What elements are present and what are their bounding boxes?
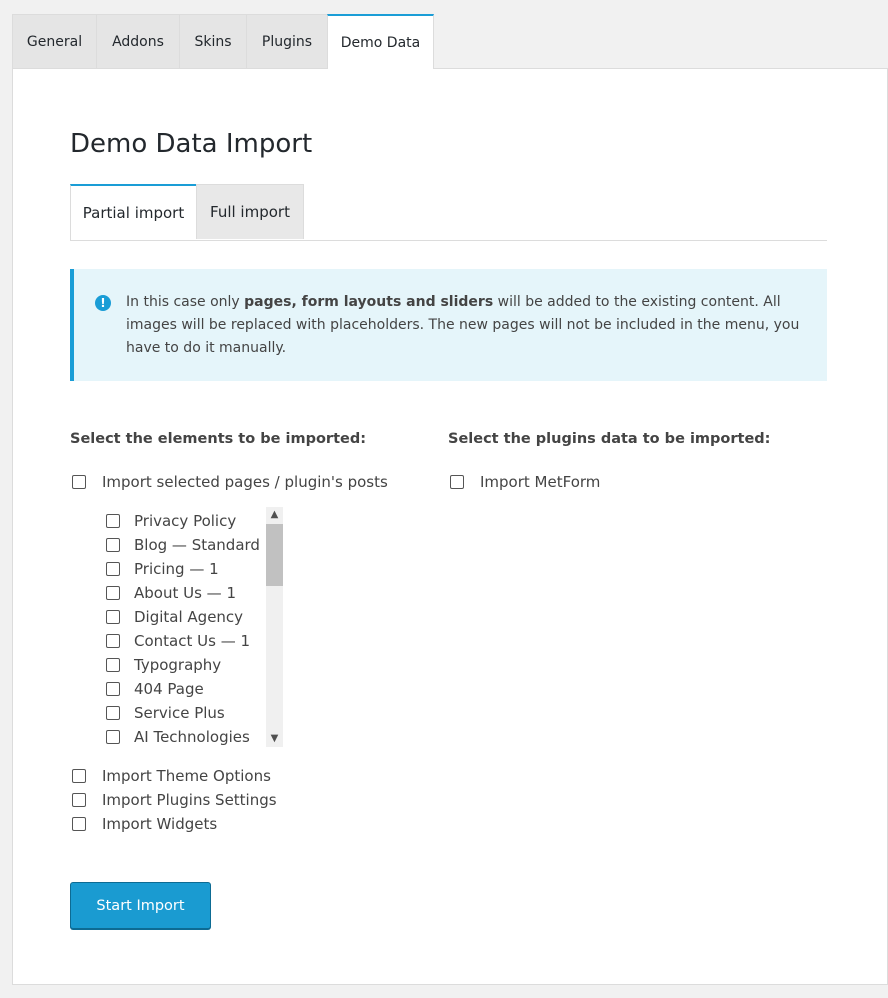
page-item-typography[interactable] bbox=[106, 656, 221, 674]
page-label: Service Plus bbox=[134, 704, 225, 722]
checkbox[interactable] bbox=[106, 658, 120, 672]
page-label: Typography bbox=[134, 656, 222, 674]
page-label: Contact Us — 1 bbox=[134, 632, 251, 650]
checkbox[interactable] bbox=[106, 634, 120, 648]
import-plugins-settings-checkbox[interactable] bbox=[72, 791, 277, 809]
tab-plugins[interactable]: Plugins bbox=[246, 14, 327, 68]
metform-label: Import MetForm bbox=[480, 473, 601, 491]
checkbox[interactable] bbox=[72, 793, 86, 807]
checkbox[interactable] bbox=[106, 514, 120, 528]
notice-text: In this case only pages, form layouts and sliders will be added to the existing content. All images will be replaced with placeholders. The new pages will not be included in the menu, you have to do it manually. bbox=[126, 294, 800, 356]
tab-addons[interactable]: Addons bbox=[96, 14, 179, 68]
scroll-thumb[interactable] bbox=[266, 524, 283, 586]
page-label: Blog — Standard bbox=[134, 536, 260, 554]
elements-heading: Select the elements to be imported: bbox=[70, 431, 367, 447]
page-item-digital-agency[interactable] bbox=[106, 608, 243, 626]
start-import-button[interactable]: Start Import bbox=[70, 882, 211, 929]
checkbox[interactable] bbox=[106, 538, 120, 552]
page-title: Demo Data Import bbox=[70, 129, 313, 159]
pages-list[interactable] bbox=[106, 506, 284, 748]
page-item-ai-technologies[interactable] bbox=[106, 728, 250, 746]
checkbox[interactable] bbox=[106, 586, 120, 600]
checkbox[interactable] bbox=[72, 817, 86, 831]
import-type-tabs bbox=[70, 184, 827, 241]
page-label: Pricing — 1 bbox=[134, 560, 219, 578]
page-item-privacy-policy[interactable] bbox=[106, 512, 236, 530]
pages-list-scrollbar[interactable] bbox=[266, 507, 283, 747]
tab-partial-import[interactable]: Partial import bbox=[70, 184, 196, 240]
checkbox[interactable] bbox=[106, 706, 120, 720]
tab-general[interactable]: General bbox=[12, 14, 96, 68]
page-label: 404 Page bbox=[134, 680, 204, 698]
widgets-label: Import Widgets bbox=[102, 815, 218, 833]
page-item-service-plus[interactable] bbox=[106, 704, 225, 722]
import-pages-label: Import selected pages / plugin's posts bbox=[102, 473, 388, 491]
scroll-up-arrow-icon[interactable]: ▲ bbox=[270, 509, 279, 520]
info-notice bbox=[70, 269, 827, 381]
checkbox[interactable] bbox=[106, 730, 120, 744]
checkbox[interactable] bbox=[106, 610, 120, 624]
checkbox[interactable] bbox=[106, 562, 120, 576]
checkbox[interactable] bbox=[72, 475, 86, 489]
checkbox[interactable] bbox=[106, 682, 120, 696]
page-item-404-page[interactable] bbox=[106, 680, 204, 698]
plugins-heading: Select the plugins data to be imported: bbox=[448, 431, 771, 447]
settings-tabs bbox=[12, 14, 434, 68]
import-pages-checkbox[interactable] bbox=[72, 473, 388, 491]
theme-options-label: Import Theme Options bbox=[102, 767, 271, 785]
import-metform-checkbox[interactable] bbox=[450, 473, 600, 491]
tab-demo-data[interactable]: Demo Data bbox=[327, 14, 434, 69]
scroll-down-arrow-icon[interactable]: ▼ bbox=[270, 733, 279, 744]
page-label: AI Technologies bbox=[134, 728, 250, 746]
page-item-about-us-1[interactable] bbox=[106, 584, 236, 602]
plugins-settings-label: Import Plugins Settings bbox=[102, 791, 277, 809]
checkbox[interactable] bbox=[450, 475, 464, 489]
page-item-blog-standard[interactable] bbox=[106, 536, 260, 554]
demo-data-panel bbox=[12, 68, 888, 985]
page-label: About Us — 1 bbox=[134, 584, 236, 602]
page-item-contact-us-1[interactable] bbox=[106, 632, 250, 650]
notice-bold-text: pages, form layouts and sliders bbox=[244, 294, 494, 310]
checkbox[interactable] bbox=[72, 769, 86, 783]
page-label: Privacy Policy bbox=[134, 512, 237, 530]
page-item-pricing-1[interactable] bbox=[106, 560, 219, 578]
tab-skins[interactable]: Skins bbox=[179, 14, 246, 68]
tab-full-import[interactable]: Full import bbox=[196, 184, 304, 239]
info-icon: ! bbox=[95, 295, 111, 311]
page-label: Digital Agency bbox=[134, 608, 244, 626]
import-widgets-checkbox[interactable] bbox=[72, 815, 217, 833]
import-theme-options-checkbox[interactable] bbox=[72, 767, 271, 785]
